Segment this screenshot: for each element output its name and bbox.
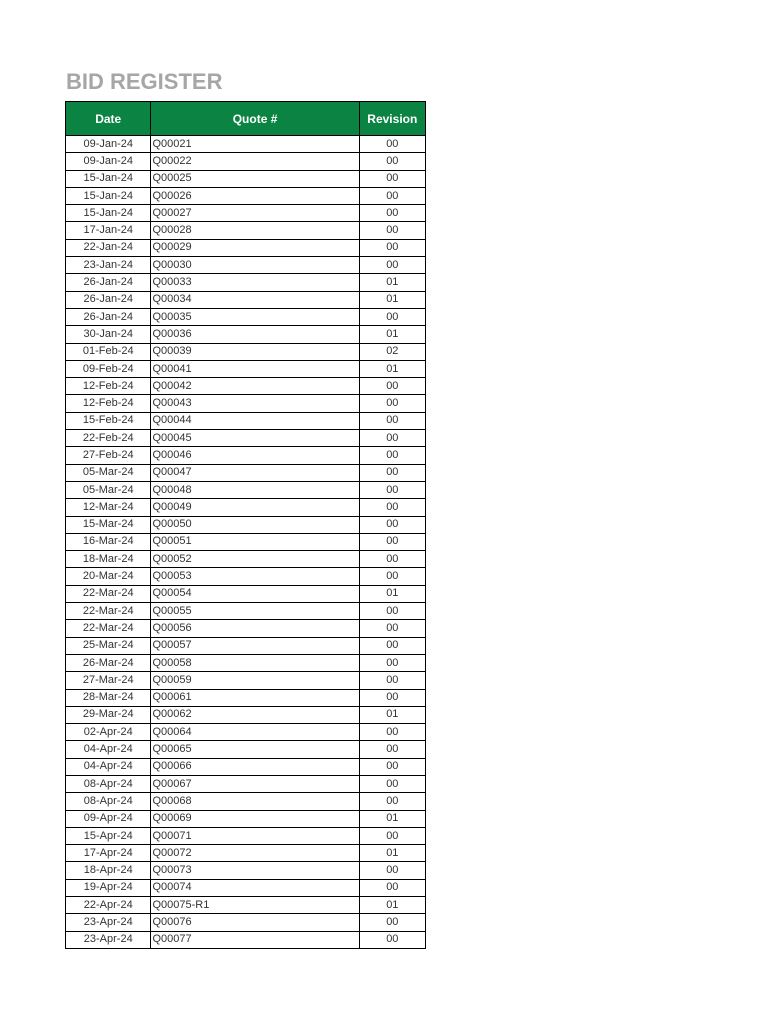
table-row: [66, 931, 426, 948]
date-cell: 23-Apr-24: [66, 931, 151, 948]
quote-number-cell: Q00069: [151, 810, 359, 827]
bid-register-table: [65, 101, 426, 949]
revision-cell: 01: [359, 897, 425, 914]
column-header-date: Date: [66, 102, 151, 136]
table-row: [66, 620, 426, 637]
revision-cell: 01: [359, 810, 425, 827]
date-cell: 27-Feb-24: [66, 447, 151, 464]
date-cell: 15-Apr-24: [66, 827, 151, 844]
revision-cell: 00: [359, 395, 425, 412]
revision-cell: 00: [359, 257, 425, 274]
revision-cell: 02: [359, 343, 425, 360]
revision-cell: 01: [359, 326, 425, 343]
revision-cell: 00: [359, 793, 425, 810]
page-title: BID REGISTER: [66, 69, 223, 94]
quote-number-cell: Q00053: [151, 568, 359, 585]
column-header-revision: Revision: [359, 102, 425, 136]
date-cell: 15-Jan-24: [66, 170, 151, 187]
date-cell: 18-Apr-24: [66, 862, 151, 879]
table-row: [66, 481, 426, 498]
quote-number-cell: Q00035: [151, 308, 359, 325]
quote-number-cell: Q00066: [151, 758, 359, 775]
date-cell: 18-Mar-24: [66, 551, 151, 568]
quote-number-cell: Q00062: [151, 706, 359, 723]
quote-number-cell: Q00051: [151, 533, 359, 550]
revision-cell: 00: [359, 914, 425, 931]
table-row: [66, 308, 426, 325]
date-cell: 26-Jan-24: [66, 291, 151, 308]
quote-number-cell: Q00071: [151, 827, 359, 844]
quote-number-cell: Q00034: [151, 291, 359, 308]
revision-cell: 00: [359, 481, 425, 498]
revision-cell: 00: [359, 447, 425, 464]
table-row: [66, 430, 426, 447]
quote-number-cell: Q00059: [151, 672, 359, 689]
quote-number-cell: Q00027: [151, 205, 359, 222]
table-row: [66, 222, 426, 239]
revision-cell: 00: [359, 430, 425, 447]
revision-cell: 00: [359, 862, 425, 879]
table-row: [66, 706, 426, 723]
table-row: [66, 568, 426, 585]
table-row: [66, 412, 426, 429]
table-row: [66, 672, 426, 689]
revision-cell: 00: [359, 170, 425, 187]
revision-cell: 01: [359, 291, 425, 308]
revision-cell: 01: [359, 706, 425, 723]
table-row: [66, 274, 426, 291]
quote-number-cell: Q00042: [151, 378, 359, 395]
quote-number-cell: Q00025: [151, 170, 359, 187]
date-cell: 19-Apr-24: [66, 879, 151, 896]
date-cell: 12-Feb-24: [66, 395, 151, 412]
quote-number-cell: Q00055: [151, 603, 359, 620]
revision-cell: 00: [359, 205, 425, 222]
quote-number-cell: Q00073: [151, 862, 359, 879]
date-cell: 22-Jan-24: [66, 239, 151, 256]
revision-cell: 00: [359, 308, 425, 325]
revision-cell: 00: [359, 136, 425, 153]
quote-number-cell: Q00045: [151, 430, 359, 447]
quote-number-cell: Q00021: [151, 136, 359, 153]
quote-number-cell: Q00077: [151, 931, 359, 948]
table-row: [66, 914, 426, 931]
quote-number-cell: Q00033: [151, 274, 359, 291]
revision-cell: 00: [359, 222, 425, 239]
table-row: [66, 136, 426, 153]
date-cell: 15-Jan-24: [66, 205, 151, 222]
revision-cell: 00: [359, 775, 425, 792]
quote-number-cell: Q00068: [151, 793, 359, 810]
date-cell: 22-Mar-24: [66, 603, 151, 620]
date-cell: 08-Apr-24: [66, 775, 151, 792]
date-cell: 29-Mar-24: [66, 706, 151, 723]
table-row: [66, 585, 426, 602]
revision-cell: 00: [359, 689, 425, 706]
quote-number-cell: Q00058: [151, 654, 359, 671]
quote-number-cell: Q00041: [151, 360, 359, 377]
date-cell: 20-Mar-24: [66, 568, 151, 585]
column-header-quote: Quote #: [151, 102, 359, 136]
quote-number-cell: Q00036: [151, 326, 359, 343]
revision-cell: 01: [359, 360, 425, 377]
quote-number-cell: Q00044: [151, 412, 359, 429]
table-row: [66, 187, 426, 204]
table-row: [66, 775, 426, 792]
quote-number-cell: Q00026: [151, 187, 359, 204]
revision-cell: 00: [359, 378, 425, 395]
revision-cell: 00: [359, 533, 425, 550]
date-cell: 04-Apr-24: [66, 741, 151, 758]
date-cell: 08-Apr-24: [66, 793, 151, 810]
quote-number-cell: Q00075-R1: [151, 897, 359, 914]
date-cell: 28-Mar-24: [66, 689, 151, 706]
table-row: [66, 879, 426, 896]
table-row: [66, 516, 426, 533]
revision-cell: 00: [359, 412, 425, 429]
table-header: [66, 102, 426, 136]
table-row: [66, 326, 426, 343]
quote-number-cell: Q00061: [151, 689, 359, 706]
revision-cell: 00: [359, 637, 425, 654]
quote-number-cell: Q00049: [151, 499, 359, 516]
date-cell: 09-Jan-24: [66, 136, 151, 153]
date-cell: 23-Jan-24: [66, 257, 151, 274]
table-row: [66, 637, 426, 654]
quote-number-cell: Q00057: [151, 637, 359, 654]
revision-cell: 00: [359, 931, 425, 948]
date-cell: 22-Apr-24: [66, 897, 151, 914]
quote-number-cell: Q00047: [151, 464, 359, 481]
revision-cell: 00: [359, 620, 425, 637]
table-row: [66, 170, 426, 187]
quote-number-cell: Q00029: [151, 239, 359, 256]
date-cell: 25-Mar-24: [66, 637, 151, 654]
quote-number-cell: Q00074: [151, 879, 359, 896]
revision-cell: 00: [359, 879, 425, 896]
date-cell: 05-Mar-24: [66, 464, 151, 481]
date-cell: 15-Feb-24: [66, 412, 151, 429]
date-cell: 16-Mar-24: [66, 533, 151, 550]
date-cell: 09-Jan-24: [66, 153, 151, 170]
revision-cell: 00: [359, 672, 425, 689]
quote-number-cell: Q00046: [151, 447, 359, 464]
table-row: [66, 378, 426, 395]
quote-number-cell: Q00043: [151, 395, 359, 412]
date-cell: 22-Mar-24: [66, 585, 151, 602]
table-row: [66, 153, 426, 170]
revision-cell: 00: [359, 741, 425, 758]
revision-cell: 00: [359, 499, 425, 516]
quote-number-cell: Q00065: [151, 741, 359, 758]
date-cell: 22-Feb-24: [66, 430, 151, 447]
table-row: [66, 741, 426, 758]
header-row: [66, 102, 426, 136]
date-cell: 09-Apr-24: [66, 810, 151, 827]
table-row: [66, 447, 426, 464]
date-cell: 05-Mar-24: [66, 481, 151, 498]
table-row: [66, 464, 426, 481]
quote-number-cell: Q00064: [151, 724, 359, 741]
revision-cell: 00: [359, 724, 425, 741]
date-cell: 15-Jan-24: [66, 187, 151, 204]
revision-cell: 01: [359, 585, 425, 602]
table-row: [66, 689, 426, 706]
table-row: [66, 845, 426, 862]
revision-cell: 00: [359, 464, 425, 481]
date-cell: 17-Jan-24: [66, 222, 151, 239]
date-cell: 01-Feb-24: [66, 343, 151, 360]
revision-cell: 01: [359, 274, 425, 291]
date-cell: 23-Apr-24: [66, 914, 151, 931]
revision-cell: 00: [359, 516, 425, 533]
table-row: [66, 897, 426, 914]
date-cell: 12-Mar-24: [66, 499, 151, 516]
date-cell: 04-Apr-24: [66, 758, 151, 775]
table-row: [66, 395, 426, 412]
table-row: [66, 793, 426, 810]
quote-number-cell: Q00028: [151, 222, 359, 239]
revision-cell: 00: [359, 827, 425, 844]
date-cell: 09-Feb-24: [66, 360, 151, 377]
quote-number-cell: Q00048: [151, 481, 359, 498]
revision-cell: 00: [359, 153, 425, 170]
revision-cell: 00: [359, 654, 425, 671]
quote-number-cell: Q00039: [151, 343, 359, 360]
quote-number-cell: Q00076: [151, 914, 359, 931]
date-cell: 15-Mar-24: [66, 516, 151, 533]
revision-cell: 00: [359, 551, 425, 568]
date-cell: 27-Mar-24: [66, 672, 151, 689]
table-row: [66, 551, 426, 568]
table-row: [66, 343, 426, 360]
date-cell: 12-Feb-24: [66, 378, 151, 395]
date-cell: 30-Jan-24: [66, 326, 151, 343]
table-row: [66, 810, 426, 827]
quote-number-cell: Q00030: [151, 257, 359, 274]
table-row: [66, 257, 426, 274]
table-row: [66, 603, 426, 620]
table-row: [66, 360, 426, 377]
table-row: [66, 862, 426, 879]
date-cell: 26-Mar-24: [66, 654, 151, 671]
revision-cell: 00: [359, 603, 425, 620]
date-cell: 22-Mar-24: [66, 620, 151, 637]
quote-number-cell: Q00054: [151, 585, 359, 602]
table-row: [66, 291, 426, 308]
revision-cell: 00: [359, 758, 425, 775]
table-row: [66, 533, 426, 550]
date-cell: 26-Jan-24: [66, 308, 151, 325]
quote-number-cell: Q00052: [151, 551, 359, 568]
quote-number-cell: Q00072: [151, 845, 359, 862]
quote-number-cell: Q00067: [151, 775, 359, 792]
revision-cell: 00: [359, 568, 425, 585]
date-cell: 26-Jan-24: [66, 274, 151, 291]
table-row: [66, 827, 426, 844]
table-row: [66, 205, 426, 222]
table-row: [66, 724, 426, 741]
quote-number-cell: Q00050: [151, 516, 359, 533]
revision-cell: 01: [359, 845, 425, 862]
table-row: [66, 758, 426, 775]
date-cell: 17-Apr-24: [66, 845, 151, 862]
table-row: [66, 239, 426, 256]
table-row: [66, 499, 426, 516]
quote-number-cell: Q00056: [151, 620, 359, 637]
revision-cell: 00: [359, 239, 425, 256]
date-cell: 02-Apr-24: [66, 724, 151, 741]
table-row: [66, 654, 426, 671]
quote-number-cell: Q00022: [151, 153, 359, 170]
table-body: [66, 136, 426, 949]
revision-cell: 00: [359, 187, 425, 204]
